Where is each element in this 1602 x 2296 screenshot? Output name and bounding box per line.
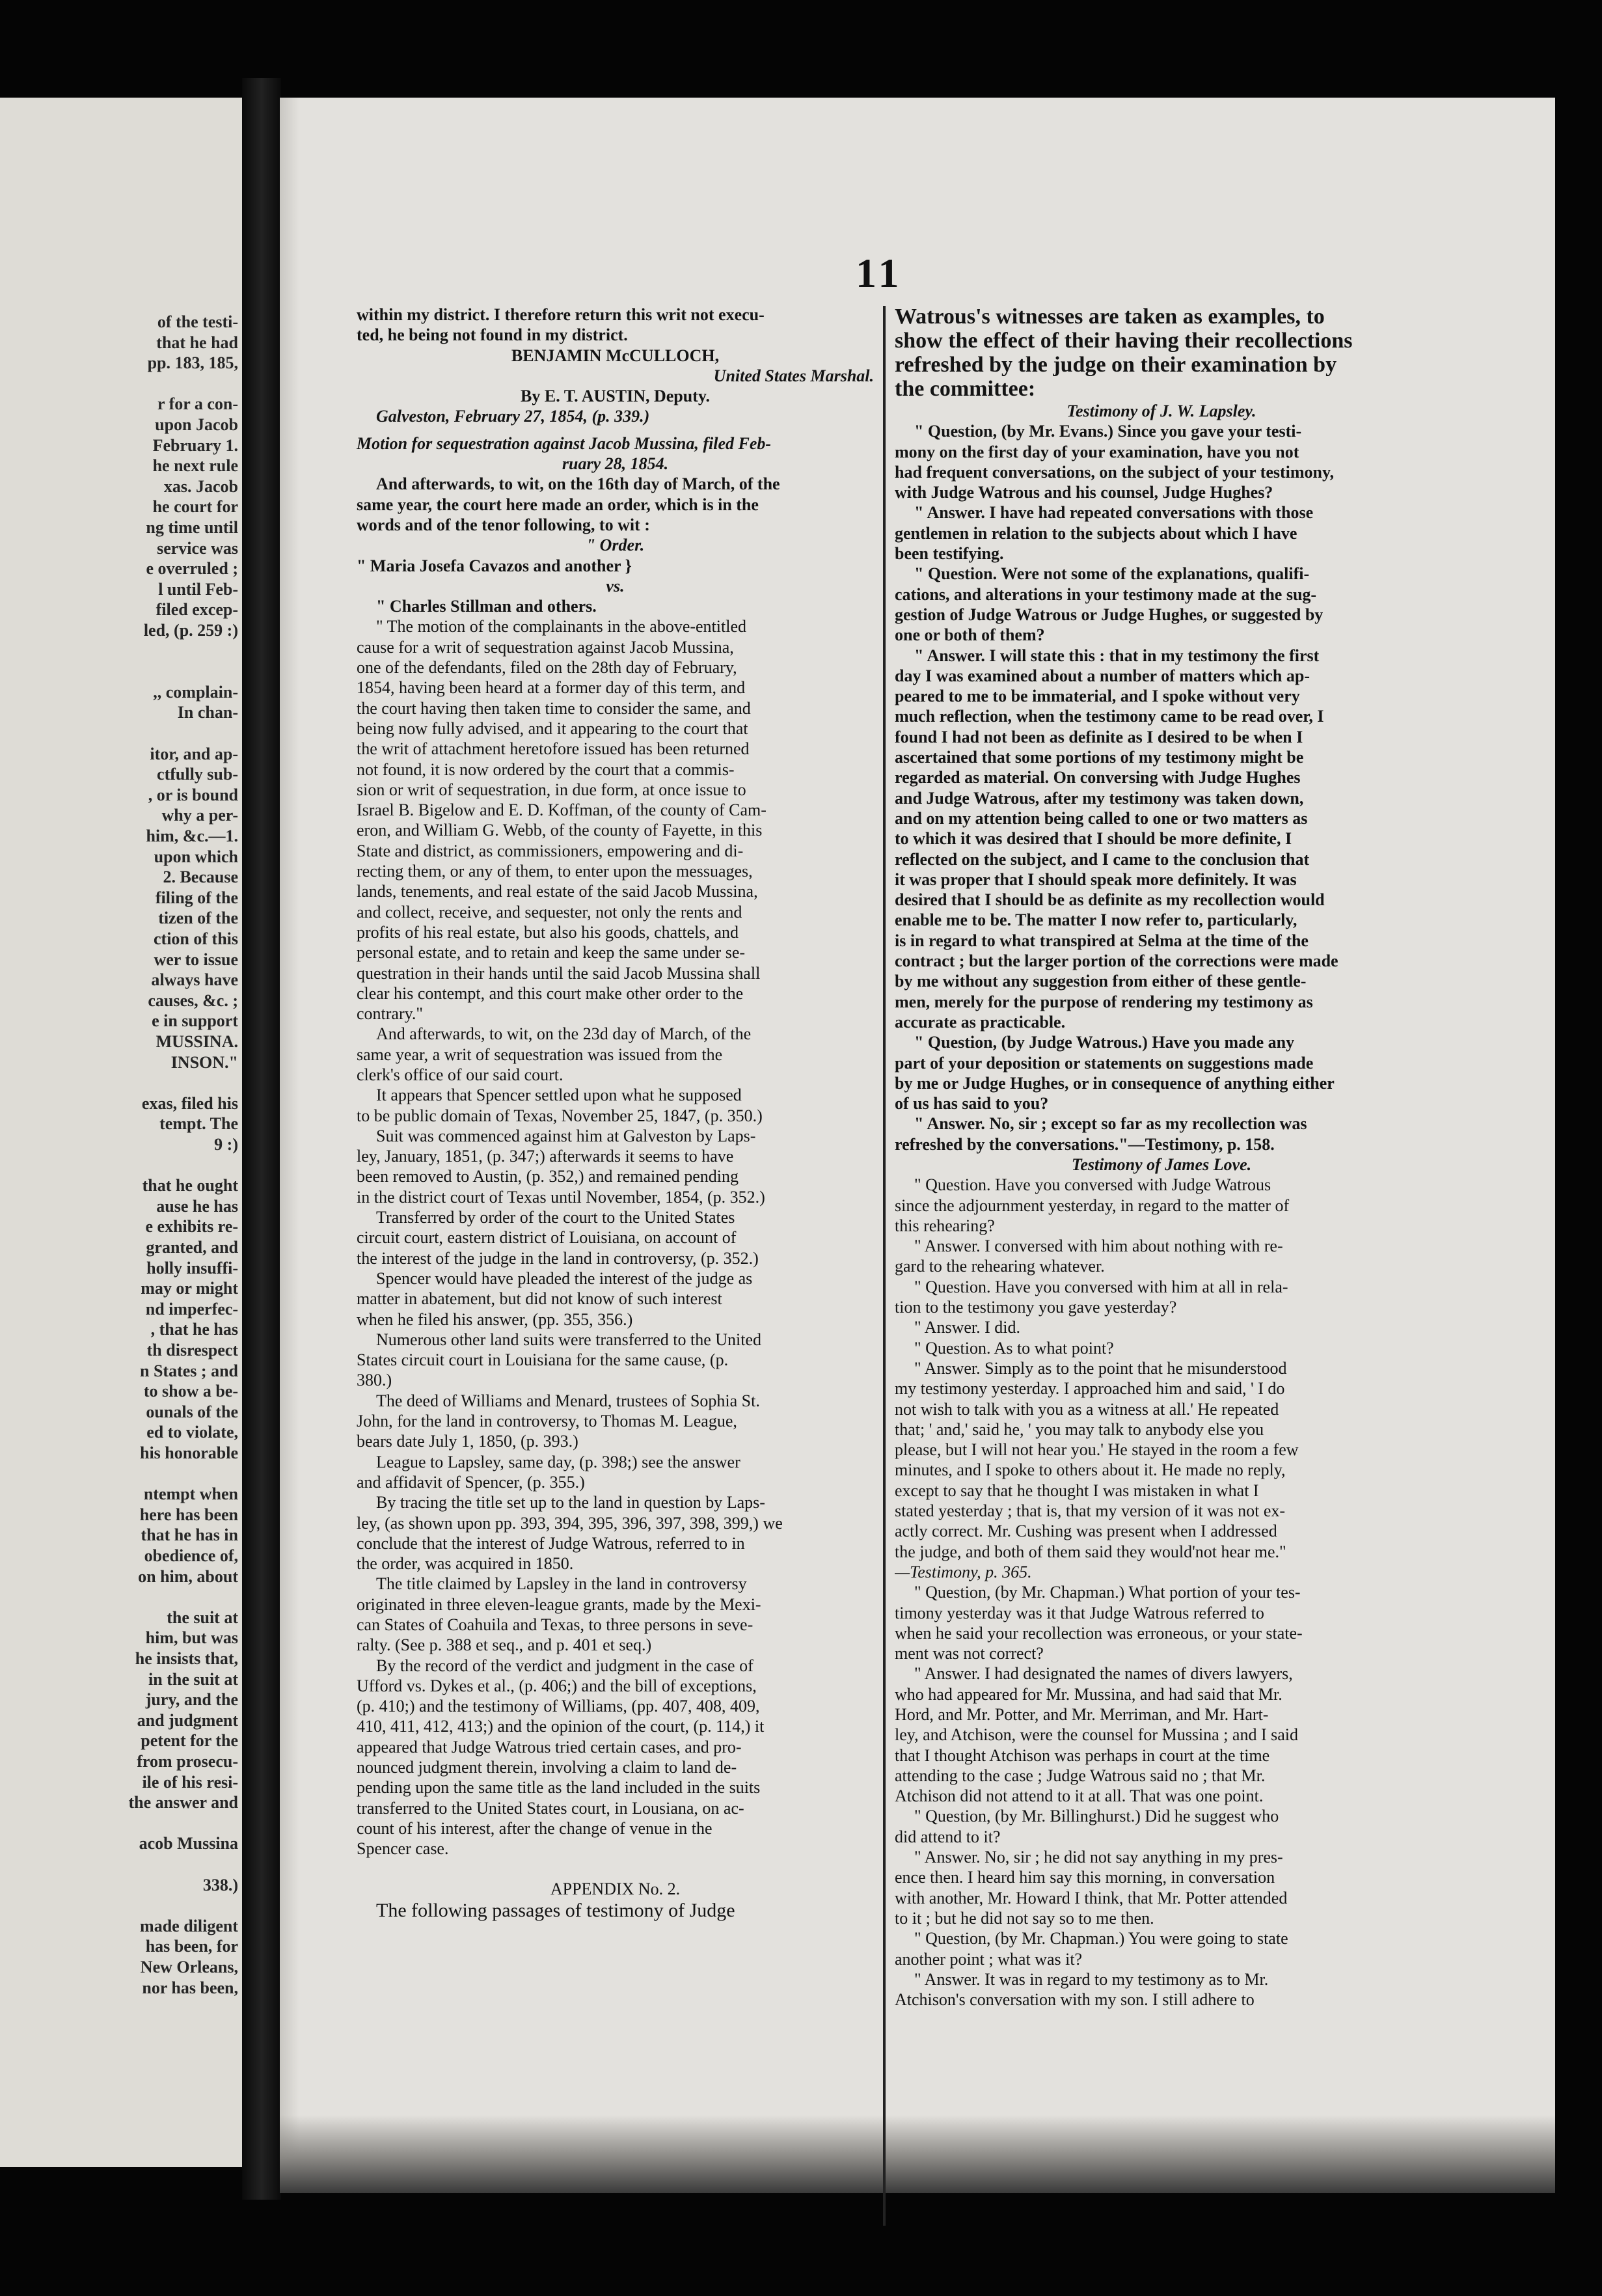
text-line: ley, (as shown upon pp. 393, 394, 395, 396, 397, 398, 399,) we [357, 1513, 783, 1533]
text-line: and affidavit of Spencer, (p. 355.) [357, 1472, 585, 1492]
spacer [357, 427, 874, 433]
facing-page-fragment [0, 98, 242, 2167]
text-line: contrary." [357, 1004, 424, 1024]
text-line: being now fully advised, and it appearing to the court that [357, 718, 748, 738]
text-line: ley, and Atchison, were the counsel for Mussina ; and I said [895, 1725, 1299, 1745]
text-line: it was proper that I should speak more definitely. It was [895, 869, 1297, 889]
text-line: gentlemen in relation to the subjects about which I have [895, 523, 1297, 543]
text-line: that I thought Atchison was perhaps in court at the time [895, 1745, 1270, 1765]
facing-page-line: he next rule [152, 456, 238, 476]
text-line: not found, it is now ordered by the court that a commis- [357, 759, 735, 779]
text-line: contract ; but the larger portion of the corrections were made [895, 951, 1338, 971]
text-line: within my district. I therefore return this writ not execu- [357, 305, 765, 324]
text-line: attending to the case ; Judge Watrous said no ; that Mr. [895, 1766, 1266, 1785]
facing-page-line: filed excep- [156, 600, 238, 620]
text-line: matter in abatement, but did not know of such interest [357, 1289, 722, 1309]
text-line: with Judge Watrous and his counsel, Judge Hughes? [895, 483, 1273, 502]
text-line: clear his contempt, and this court make other order to the [357, 983, 744, 1003]
text-line: tion to the testimony you gave yesterday? [895, 1298, 1177, 1317]
text-line: cause for a writ of sequestration against Jacob Mussina, [357, 637, 734, 657]
facing-page-line: pp. 183, 185, [147, 353, 238, 373]
text-line: with another, Mr. Howard I think, that Mr. Potter attended [895, 1888, 1288, 1907]
text-line: reflected on the subject, and I came to the conclusion that [895, 849, 1310, 869]
text-line: men, merely for the purpose of rendering my testimony as [895, 992, 1313, 1011]
text-line: " Answer. I will state this : that in my testimony the first [914, 646, 1320, 665]
page-edge-shadow [280, 98, 299, 2174]
text-line: my testimony yesterday. I approached him and said, ' I do [895, 1379, 1285, 1399]
text-line: " Answer. I have had repeated conversations with those [914, 503, 1314, 523]
text-line: except to say that he thought I was mistaken in what I [895, 1481, 1259, 1500]
text-line: United States Marshal. [713, 366, 874, 385]
text-line: Testimony of J. W. Lapsley. [1066, 402, 1256, 420]
text-line: another point ; what was it? [895, 1949, 1083, 1969]
facing-page-line: 338.) [202, 1875, 238, 1894]
text-line: " Answer. No, sir ; except so far as my recollection was [914, 1114, 1307, 1134]
facing-page-line: why a per- [161, 806, 238, 825]
text-line: found I had not been as definite as I desired to be when I [895, 727, 1303, 746]
text-line: conclude that the interest of Judge Watrous, referred to in [357, 1533, 745, 1553]
text-line: State and district, as commissioners, empowering and di- [357, 841, 744, 860]
text-line: (p. 410;) and the testimony of Williams, (pp. 407, 408, 409, [357, 1697, 760, 1716]
text-line: " Question. Have you conversed with Judge Watrous [914, 1175, 1271, 1195]
text-line: the court having then taken time to consider the same, and [357, 698, 751, 718]
text-line: Hord, and Mr. Potter, and Mr. Merriman, and Mr. Hart- [895, 1705, 1269, 1724]
text-line: The following passages of testimony of Judge [376, 1899, 735, 1921]
text-line: by me without any suggestion from either of these gentle- [895, 972, 1307, 991]
facing-page-line: upon Jacob [155, 415, 238, 434]
text-line: words and of the tenor following, to wit : [357, 515, 650, 534]
text-line: Galveston, February 27, 1854, (p. 339.) [376, 407, 650, 426]
text-line: same year, a writ of sequestration was issued from the [357, 1045, 723, 1064]
text-line: recting them, or any of them, to enter upon the messuages, [357, 862, 753, 881]
text-line: originated in three eleven-league grants, made by the Mexi- [357, 1594, 761, 1614]
text-line: the interest of the judge in the land in controversy, (p. 352.) [357, 1248, 759, 1268]
text-line: It appears that Spencer settled upon what he supposed [376, 1086, 742, 1105]
text-line: sion or writ of sequestration, in due form, at once issue to [357, 780, 746, 799]
text-line: who had appeared for Mr. Mussina, and had said that Mr. [895, 1684, 1283, 1704]
text-line: pending upon the same title as the land included in the suits [357, 1778, 761, 1797]
text-line: when he said your recollection was erroneous, or your state- [895, 1623, 1303, 1643]
text-line: of us has said to you? [895, 1094, 1049, 1114]
text-line: Spencer would have pleaded the interest of the judge as [376, 1268, 753, 1288]
text-line: " Charles Stillman and others. [376, 597, 597, 616]
text-line: 1854, having been heard at a former day of this term, and [357, 678, 746, 698]
text-line: ley, January, 1851, (p. 347;) afterwards it seems to have [357, 1147, 734, 1166]
text-line: regarded as material. On conversing with Judge Hughes [895, 768, 1301, 787]
text-line: And afterwards, to wit, on the 23d day of March, of the [376, 1024, 752, 1044]
text-line: vs. [606, 576, 625, 595]
facing-page-line: 9 :) [214, 1135, 238, 1154]
facing-page-line: , that he has [150, 1320, 238, 1339]
text-line: the committee: [895, 377, 1036, 401]
text-line: The title claimed by Lapsley in the land in controversy [376, 1574, 747, 1594]
text-line: ence then. I heard him say this morning, in conversation [895, 1868, 1275, 1887]
text-line: bears date July 1, 1850, (p. 393.) [357, 1432, 578, 1451]
spacer [357, 1859, 874, 1866]
facing-page-line: xas. Jacob [163, 476, 238, 496]
text-line: Transferred by order of the court to the United States [376, 1208, 735, 1227]
facing-page-line: e in support [152, 1011, 238, 1031]
facing-page-line: ed to violate, [146, 1423, 238, 1442]
text-line: questration in their hands until the said Jacob Mussina shall [357, 963, 761, 983]
facing-page-line: nor has been, [142, 1978, 238, 1997]
text-line: mony on the first day of your examination, have you not [895, 442, 1299, 461]
facing-page-line: exas, filed his [141, 1093, 238, 1113]
facing-page-line: him, but was [145, 1628, 238, 1648]
facing-page-line: on him, about [138, 1566, 238, 1586]
text-line: By tracing the title set up to the land in question by Laps- [376, 1493, 765, 1512]
facing-page-line: th disrespect [146, 1341, 238, 1360]
facing-page-line: n States ; and [140, 1361, 238, 1380]
text-line: lands, tenements, and real estate of the said Jacob Mussina, [357, 882, 758, 901]
facing-page-line: and judgment [137, 1710, 238, 1730]
text-line: personal estate, and to retain and keep the same under se- [357, 943, 746, 963]
facing-page-line: holly insuffi- [146, 1258, 238, 1278]
text-line: ment was not correct? [895, 1644, 1044, 1663]
text-line: transferred to the United States court, in Lousiana, on ac- [357, 1798, 744, 1818]
text-line: " Question. Were not some of the explanations, qualifi- [914, 564, 1310, 584]
text-line: day I was examined about a number of matters which ap- [895, 666, 1310, 685]
text-line: this rehearing? [895, 1216, 995, 1235]
text-line: gestion of Judge Watrous or Judge Hughes, or suggested by [895, 605, 1324, 624]
book-gutter [242, 78, 281, 2200]
text-line: same year, the court here made an order, which is in the [357, 495, 759, 514]
text-line: to be public domain of Texas, November 25, 1847, (p. 350.) [357, 1106, 763, 1125]
facing-page-line: itor, and ap- [150, 744, 238, 763]
column-divider [883, 306, 886, 2226]
text-line: Ufford vs. Dykes et al., (p. 406;) and the bill of exceptions, [357, 1676, 757, 1695]
facing-page-line: granted, and [146, 1238, 238, 1257]
facing-page-line: always have [151, 970, 238, 990]
facing-page-line: has been, for [145, 1937, 238, 1956]
text-line: to which it was desired that I should be more definite, I [895, 829, 1292, 849]
facing-page-line: e exhibits re- [145, 1217, 238, 1237]
text-line: APPENDIX No. 2. [550, 1879, 681, 1898]
text-line: eron, and William G. Webb, of the county of Fayette, in this [357, 821, 763, 840]
text-line: enable me to be. The matter I now refer to, particularly, [895, 910, 1297, 930]
text-line: and Judge Watrous, after my testimony was taken down, [895, 788, 1304, 808]
text-line: " Answer. I did. [914, 1318, 1020, 1337]
facing-page-line: ction of this [154, 929, 238, 948]
text-line: Israel B. Bigelow and E. D. Koffman, of the county of Cam- [357, 800, 767, 820]
text-line: peared to me to be immaterial, and I spoke without very [895, 687, 1300, 706]
text-line: " Answer. I conversed with him about nothing with re- [914, 1237, 1283, 1256]
text-line: part of your deposition or statements on suggestions made [895, 1053, 1314, 1073]
text-line: Watrous's witnesses are taken as examples, to [895, 305, 1325, 329]
facing-page-line: MUSSINA. [156, 1032, 238, 1051]
text-line: ted, he being not found in my district. [357, 325, 628, 345]
facing-page-line: the answer and [128, 1793, 238, 1812]
facing-page-line: ounals of the [146, 1402, 238, 1421]
text-line: refreshed by the judge on their examination by [895, 353, 1337, 377]
text-line: 380.) [357, 1371, 392, 1390]
text-line: one or both of them? [895, 625, 1045, 645]
facing-page-line: obedience of, [144, 1546, 238, 1565]
facing-page-line: may or might [141, 1279, 238, 1298]
text-line: is in regard to what transpired at Selma at the time of the [895, 931, 1309, 950]
text-line: count of his interest, after the change of venue in the [357, 1818, 713, 1838]
text-line: —Testimony, p. 365. [895, 1562, 1032, 1581]
text-line: show the effect of their having their recollections [895, 329, 1353, 353]
text-line: Spencer case. [357, 1839, 449, 1859]
text-line: " Answer. I had designated the names of divers lawyers, [914, 1664, 1293, 1684]
facing-page-line: him, &c.—1. [146, 827, 238, 845]
spacer [357, 1872, 874, 1879]
text-line: Numerous other land suits were transferred to the United [376, 1330, 762, 1349]
facing-page-line: wer to issue [154, 950, 238, 969]
facing-page-line: tizen of the [158, 909, 238, 928]
text-line: appeared that Judge Watrous tried certain cases, and pro- [357, 1737, 742, 1756]
text-line: " Question, (by Judge Watrous.) Have you made any [914, 1033, 1295, 1052]
text-line: And afterwards, to wit, on the 16th day of March, of the [376, 474, 780, 494]
text-line: profits of his real estate, but also his goods, chattels, and [357, 922, 739, 942]
text-line: " Order. [586, 536, 645, 555]
facing-page-line: here has been [139, 1505, 238, 1524]
facing-page-line: ause he has [156, 1196, 238, 1216]
text-line: been removed to Austin, (p. 352,) and remained pending [357, 1167, 739, 1186]
text-line: and on my attention being called to one or two matters as [895, 808, 1308, 828]
text-line: John, for the land in controversy, to Thomas M. League, [357, 1412, 737, 1431]
facing-page-line: ntempt when [143, 1484, 238, 1504]
spacer [357, 1866, 874, 1872]
text-line: " Question. Have you conversed with him at all in rela- [914, 1277, 1288, 1296]
facing-page-line: February 1. [152, 435, 238, 455]
text-line: had frequent conversations, on the subject of your testimony, [895, 462, 1335, 482]
facing-page-line: ,, complain- [153, 682, 238, 702]
text-line: to it ; but he did not say so to me then. [895, 1908, 1154, 1928]
facing-page-line: made diligent [140, 1916, 238, 1935]
text-line: " Question, (by Mr. Evans.) Since you gave your testi- [914, 422, 1302, 441]
facing-page-line: the suit at [167, 1607, 238, 1627]
text-line: ascertained that some portions of my testimony might be [895, 748, 1304, 767]
text-line: ralty. (See p. 388 et seq., and p. 401 et seq.) [357, 1635, 652, 1655]
text-line: circuit court, eastern district of Louisiana, on account of [357, 1228, 737, 1248]
text-line: when he filed his answer, (pp. 355, 356.) [357, 1309, 633, 1329]
text-line: Atchison did not attend to it at all. That was one point. [895, 1786, 1264, 1806]
text-line: Motion for sequestration against Jacob Mussina, filed Feb- [357, 433, 772, 453]
facing-page-line: in the suit at [148, 1669, 238, 1689]
facing-page-line: ile of his resi- [142, 1772, 238, 1792]
facing-page-line: New Orleans, [140, 1958, 238, 1976]
facing-page-line: service was [157, 538, 238, 558]
text-line: one of the defendants, filed on the 28th day of February, [357, 658, 737, 677]
text-line: 410, 411, 412, 413;) and the opinion of the court, (p. 114,) it [357, 1717, 765, 1736]
text-line: much reflection, when the testimony came to be read over, I [895, 707, 1324, 726]
facing-page-line: to show a be- [143, 1382, 238, 1401]
text-line: By E. T. AUSTIN, Deputy. [521, 387, 710, 406]
text-line: desired that I should be as definite as my recollection would [895, 890, 1325, 910]
text-line: been testifying. [895, 544, 1004, 564]
text-line: the writ of attachment heretofore issued has been returned [357, 739, 750, 759]
facing-page-line: causes, &c. ; [148, 991, 238, 1010]
text-line: nounced judgment therein, involving a claim to land de- [357, 1758, 737, 1777]
text-line: Suit was commenced against him at Galveston by Laps- [376, 1126, 756, 1145]
text-line: " Answer. No, sir ; he did not say anything in my pres- [914, 1848, 1283, 1867]
facing-page-line: he insists that, [135, 1649, 238, 1668]
text-line: the judge, and both of them said they would'not hear me." [895, 1542, 1286, 1561]
text-line: minutes, and I spoke to others about it. He made no reply, [895, 1460, 1286, 1480]
text-line: " Question, (by Mr. Chapman.) What portion of your tes- [914, 1583, 1301, 1602]
text-line: accurate as practicable. [895, 1012, 1066, 1032]
facing-page-line: e overruled ; [146, 559, 238, 579]
facing-page-line: ctfully sub- [157, 765, 238, 784]
text-line: " Maria Josefa Cavazos and another } [357, 556, 632, 575]
facing-page-line: l until Feb- [158, 579, 238, 599]
text-line: refreshed by the conversations."—Testimony, p. 158. [895, 1134, 1275, 1154]
facing-page-line: acob Mussina [139, 1834, 238, 1853]
text-line: actly correct. Mr. Cushing was present when I addressed [895, 1522, 1277, 1541]
text-line: cations, and alterations in your testimony made at the sug- [895, 584, 1317, 604]
text-line: ruary 28, 1854. [562, 454, 669, 474]
text-line: BENJAMIN McCULLOCH, [511, 346, 720, 365]
facing-page-line: that he has in [141, 1525, 238, 1545]
facing-page-line: he court for [152, 497, 238, 517]
facing-page-line: 2. Because [163, 868, 238, 887]
facing-page-line: In chan- [177, 703, 238, 722]
facing-page-line: that he had [156, 333, 238, 352]
facing-page-line: ng time until [146, 518, 238, 537]
facing-page-line: tempt. The [159, 1114, 238, 1134]
right-text-column [895, 305, 1428, 2010]
text-line: clerk's office of our said court. [357, 1065, 563, 1084]
facing-page-line: INSON." [170, 1052, 238, 1072]
text-line: please, but I will not hear you.' He stayed in the room a few [895, 1440, 1299, 1460]
text-line: not wish to talk with you as a witness at all.' He repeated [895, 1399, 1279, 1419]
page-bottom-shadow [280, 2115, 1555, 2193]
facing-page-line: filing of the [155, 888, 238, 907]
text-line: States circuit court in Louisiana for the same cause, (p. [357, 1350, 729, 1370]
facing-page-line: nd imperfec- [145, 1299, 238, 1319]
text-line: " Question. As to what point? [914, 1338, 1114, 1358]
facing-page-line: , or is bound [148, 785, 238, 804]
text-line: and collect, receive, and sequester, not only the rents and [357, 902, 742, 922]
text-line: that; ' and,' said he, ' you may talk to anybody else you [895, 1419, 1264, 1439]
text-line: " Answer. Simply as to the point that he misunderstood [914, 1358, 1287, 1378]
text-line: " Question, (by Mr. Billinghurst.) Did he suggest who [914, 1807, 1279, 1826]
text-line: can States of Coahuila and Texas, to three persons in seve- [357, 1615, 753, 1634]
facing-page-line: that he ought [142, 1176, 238, 1196]
text-line: " The motion of the complainants in the above-entitled [376, 617, 746, 636]
text-line: The deed of Williams and Menard, trustees of Sophia St. [376, 1391, 760, 1410]
facing-page-line: his honorable [140, 1443, 238, 1462]
text-line: timony yesterday was it that Judge Watrous referred to [895, 1603, 1264, 1622]
text-line: By the record of the verdict and judgment in the case of [376, 1656, 753, 1675]
left-text-column [357, 305, 874, 1922]
text-line: by me or Judge Hughes, or in consequence of anything either [895, 1073, 1335, 1093]
facing-page-line: jury, and the [145, 1690, 238, 1710]
text-line: stated yesterday ; that is, that my version of it was not ex- [895, 1501, 1286, 1521]
text-line: Atchison's conversation with my son. I still adhere to [895, 1990, 1255, 2010]
text-line: did attend to it? [895, 1827, 1001, 1846]
page-number: 11 [856, 250, 903, 296]
text-line: the order, was acquired in 1850. [357, 1554, 574, 1574]
text-line: " Answer. It was in regard to my testimony as to Mr. [914, 1969, 1269, 1989]
text-line: gard to the rehearing whatever. [895, 1257, 1105, 1276]
facing-page-line: petent for the [141, 1731, 238, 1751]
facing-page-line: led, (p. 259 :) [143, 621, 238, 640]
text-line: League to Lapsley, same day, (p. 398;) see the answer [376, 1452, 740, 1471]
text-line: since the adjournment yesterday, in regard to the matter of [895, 1196, 1290, 1215]
facing-page-line: upon which [154, 847, 238, 866]
facing-page-line: from prosecu- [137, 1752, 238, 1771]
text-line: in the district court of Texas until November, 1854, (p. 352.) [357, 1187, 765, 1207]
facing-page-line: r for a con- [157, 394, 238, 414]
text-line: " Question, (by Mr. Chapman.) You were going to state [914, 1929, 1288, 1948]
facing-page-line: of the testi- [157, 312, 238, 331]
text-line: Testimony of James Love. [1071, 1155, 1252, 1174]
